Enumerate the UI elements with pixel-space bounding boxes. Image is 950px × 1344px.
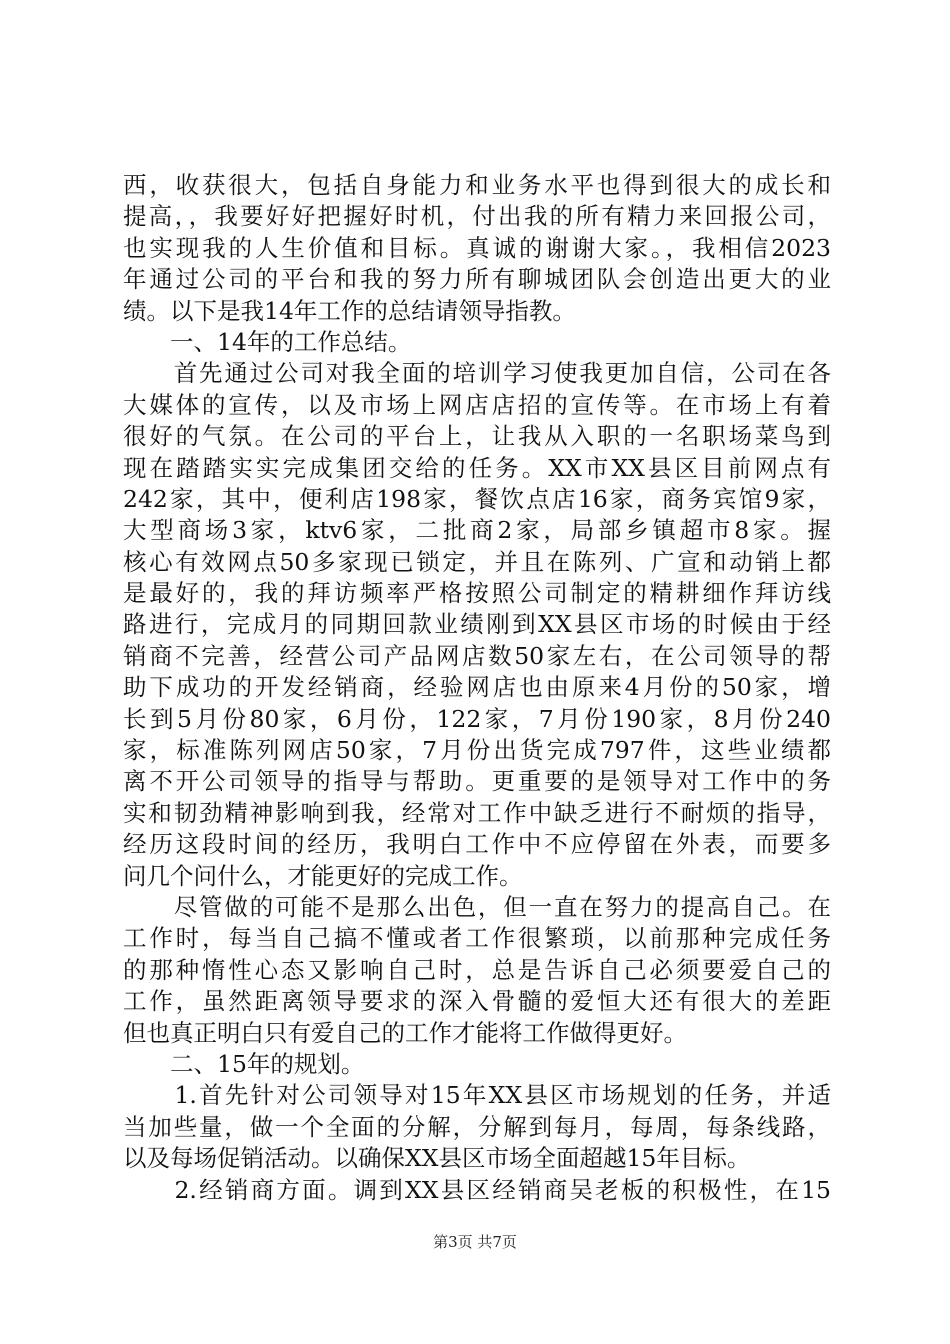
document-body [123,170,831,1206]
page-footer: 第3页 共7页 [433,1233,517,1251]
text-line: 实和韧劲精神影响到我，经常对工作中缺乏进行不耐烦的指导， [123,798,831,827]
text-line: 一、14年的工作总结。 [123,327,412,356]
text-line: 1.首先针对公司领导对15年XX县区市场规划的任务，并适 [123,1081,831,1110]
text-line: 绩。以下是我14年工作的总结请领导指教。 [123,296,576,325]
text-line: 路进行，完成月的同期回款业绩刚到XX县区市场的时候由于经 [123,610,831,639]
text-line: 长到5月份80家，6月份，122家，7月份190家，8月份240 [123,704,831,733]
text-line: 的那种惰性心态又影响自己时，总是告诉自己必须要爱自己的 [123,955,831,984]
text-line: 242家，其中，便利店198家，餐饮点店16家，商务宾馆9家， [123,484,831,513]
text-line: 销商不完善，经营公司产品网店数50家左右，在公司领导的帮 [123,641,831,670]
text-line: 助下成功的开发经销商，经验网店也由原来4月份的50家，增 [123,673,831,702]
text-line: 家，标准陈列网店50家，7月份出货完成797件，这些业绩都 [123,736,831,765]
text-line: 尽管做的可能不是那么出色，但一直在努力的提高自己。在 [123,892,831,921]
text-line: 当加些量，做一个全面的分解，分解到每月，每周，每条线路， [123,1112,831,1141]
text-line: 提高，，我要好好把握好时机，付出我的所有精力来回报公司， [123,202,831,231]
text-line: 大媒体的宣传，以及市场上网店店招的宣传等。在市场上有着 [123,390,831,419]
text-line: 年通过公司的平台和我的努力所有聊城团队会创造出更大的业 [123,265,831,294]
text-line: 西，收获很大，包括自身能力和业务水平也得到很大的成长和 [123,171,831,199]
text-line: 大型商场3家，ktv6家，二批商2家，局部乡镇超市8家。握 [123,516,831,545]
text-line: 核心有效网点50多家现已锁定，并且在陈列、广宣和动销上都 [123,547,831,576]
text-line: 工作，虽然距离领导要求的深入骨髓的爱恒大还有很大的差距 [123,987,831,1016]
text-line: 但也真正明白只有爱自己的工作才能将工作做得更好。 [123,1018,687,1047]
text-line: 2.经销商方面。调到XX县区经销商吴老板的积极性，在15 [123,1175,831,1204]
text-line: 也实现我的人生价值和目标。真诚的谢谢大家。，我相信2023 [123,233,831,262]
text-line: 很好的气氛。在公司的平台上，让我从入职的一名职场菜鸟到 [123,422,831,451]
text-line: 以及每场促销活动。以确保XX县区市场全面超越15年目标。 [123,1144,751,1173]
text-line: 问几个问什么，才能更好的完成工作。 [123,861,523,890]
text-line: 经历这段时间的经历，我明白工作中不应停留在外表，而要多 [123,830,831,859]
text-line: 首先通过公司对我全面的培训学习使我更加自信，公司在各 [123,359,831,388]
text-line: 是最好的，我的拜访频率严格按照公司制定的精耕细作拜访线 [123,579,831,608]
text-line: 二、15年的规划。 [123,1049,365,1078]
text-line: 现在踏踏实实完成集团交给的任务。XX市XX县区目前网点有 [123,453,831,482]
text-line: 离不开公司领导的指导与帮助。更重要的是领导对工作中的务 [123,767,831,796]
text-line: 工作时，每当自己搞不懂或者工作很繁琐，以前那种完成任务 [123,924,831,953]
